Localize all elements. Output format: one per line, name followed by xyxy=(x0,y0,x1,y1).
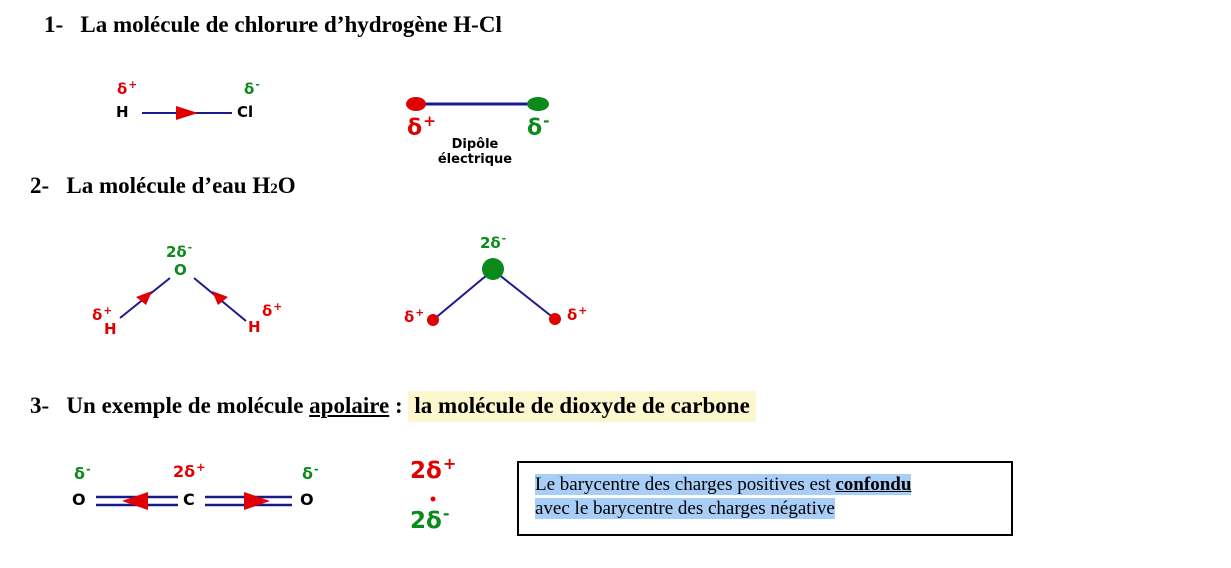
section-3-number: 3- xyxy=(30,393,50,418)
two-delta-symbol: 2δ xyxy=(480,233,501,252)
minus-sign: - xyxy=(501,233,507,245)
delta-symbol: δ xyxy=(244,79,255,98)
water-model-h-right-atom xyxy=(549,313,561,325)
dipole-caption-line2: électrique xyxy=(437,152,513,167)
plus-sign: + xyxy=(578,305,588,317)
delta-symbol: δ xyxy=(92,305,103,324)
two-delta-symbol: 2δ xyxy=(410,457,442,484)
section-3-title-highlight: la molécule de dioxyde de carbone xyxy=(408,391,755,422)
plus-sign: + xyxy=(423,112,437,130)
minus-sign: - xyxy=(314,463,319,476)
hcl-h-atom: H xyxy=(116,103,129,121)
water-h-left-atom: H xyxy=(104,320,117,338)
section-3-title-text: Un exemple de molécule xyxy=(66,393,310,418)
two-delta-symbol: 2δ xyxy=(410,507,442,534)
note-confondu: confondu xyxy=(835,474,912,495)
delta-symbol: δ xyxy=(74,464,85,484)
section-2-title-subscript: 2 xyxy=(270,181,278,197)
barycentre-dot xyxy=(431,497,436,502)
minus-sign: - xyxy=(255,79,260,91)
delta-symbol: δ xyxy=(527,115,543,141)
hcl-cl-atom: Cl xyxy=(237,103,254,121)
hcl-arrow-icon xyxy=(176,106,198,120)
plus-sign: + xyxy=(103,305,113,317)
plus-sign: + xyxy=(273,301,283,313)
minus-sign: - xyxy=(543,112,550,130)
minus-sign: - xyxy=(442,504,450,523)
water-model-o-atom xyxy=(482,258,504,280)
section-2-title-end: O xyxy=(277,173,296,198)
section-1-title: La molécule de chlorure d’hydrogène H-Cl xyxy=(80,12,502,37)
section-1-number: 1- xyxy=(44,12,64,37)
dipole-caption-line1: Dipôle xyxy=(451,137,499,152)
plus-sign: + xyxy=(196,461,206,474)
delta-symbol: δ xyxy=(567,305,578,324)
water-model-h-left-atom xyxy=(427,314,439,326)
delta-symbol: δ xyxy=(404,307,415,326)
two-delta-symbol: 2δ xyxy=(173,462,196,482)
dipole-negative-pole xyxy=(527,97,549,111)
co2-o-right-atom: O xyxy=(300,490,314,509)
section-3-title-colon: : xyxy=(389,393,409,418)
water-h-right-atom: H xyxy=(248,318,261,336)
water-model-bond-right xyxy=(493,270,555,319)
water-model-bond-left xyxy=(433,270,493,320)
dipole-positive-pole xyxy=(406,97,426,111)
section-2-title-text: La molécule d’eau H xyxy=(66,173,271,198)
note-line1-text: Le barycentre des charges positives est xyxy=(535,474,836,495)
minus-sign: - xyxy=(86,463,91,476)
delta-symbol: δ xyxy=(117,79,128,98)
plus-sign: + xyxy=(442,454,457,473)
two-delta-symbol: 2δ xyxy=(166,242,187,261)
co2-o-left-atom: O xyxy=(72,490,86,509)
barycentre-note-line2: avec le barycentre des charges négative xyxy=(535,498,835,519)
co2-arrow-left-icon xyxy=(122,492,148,510)
delta-symbol: δ xyxy=(407,115,423,141)
minus-sign: - xyxy=(187,242,193,254)
delta-symbol: δ xyxy=(262,301,273,320)
plus-sign: + xyxy=(415,307,425,319)
delta-symbol: δ xyxy=(302,464,313,484)
co2-c-atom: C xyxy=(183,490,195,509)
co2-arrow-right-icon xyxy=(244,492,270,510)
section-2-number: 2- xyxy=(30,173,50,198)
plus-sign: + xyxy=(128,79,138,91)
section-3-title-apolaire: apolaire xyxy=(309,393,390,418)
water-o-atom: O xyxy=(174,261,187,279)
